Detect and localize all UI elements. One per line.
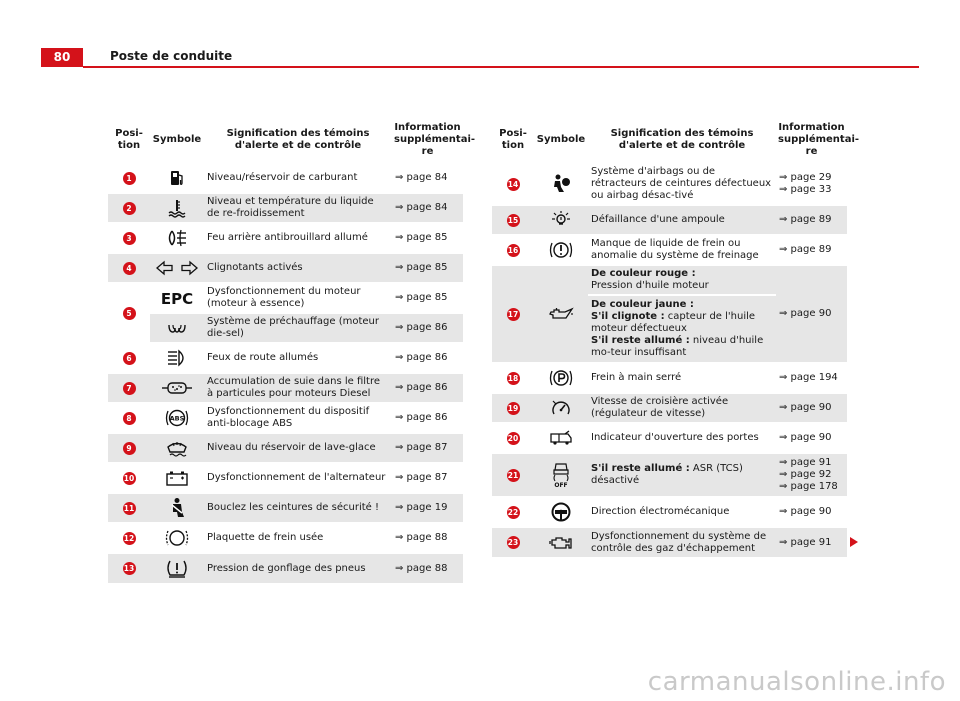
row-meaning: Niveau/réservoir de carburant — [204, 163, 392, 193]
row-meaning: Dysfonctionnement du moteur (moteur à essence) — [204, 283, 392, 313]
row-page-ref[interactable]: ⇒ page 29 — [779, 172, 832, 183]
position-badge: 7 — [123, 382, 136, 395]
red-label: De couleur rouge : — [591, 268, 696, 279]
steady-label: S'il reste allumé : — [591, 335, 690, 346]
col-header-info: Information supplémentai-re — [776, 117, 847, 163]
col-header-symbol: Symbole — [150, 117, 204, 163]
row-meaning: Plaquette de frein usée — [204, 523, 392, 553]
asr-off-icon — [549, 462, 573, 488]
table-row — [492, 235, 847, 265]
position-badge: 10 — [123, 473, 135, 483]
col-header-meaning: Signification des témoins d'alerte et de contrôle — [588, 117, 776, 163]
row-page-ref[interactable]: ⇒ page 88 — [392, 523, 463, 553]
page-title: Poste de conduite — [110, 49, 233, 63]
blink-label: S'il clignote : — [591, 311, 665, 322]
position-badge: 1 — [123, 172, 136, 185]
continued-arrow-icon — [850, 537, 858, 547]
fuel-pump-icon — [167, 168, 187, 188]
position-badge: 9 — [123, 442, 136, 455]
warning-lights-table-left — [108, 117, 476, 583]
row-page-ref[interactable]: ⇒ page 88 — [392, 553, 463, 583]
row-meaning: Feu arrière antibrouillard allumé — [204, 223, 392, 253]
coolant-temperature-icon — [166, 198, 188, 218]
row-page-ref[interactable]: ⇒ page 87 — [392, 433, 463, 463]
row-meaning: Dysfonctionnement de l'alternateur — [204, 463, 392, 493]
engine-emission-icon — [548, 534, 574, 552]
row-page-ref[interactable]: ⇒ page 86 — [392, 373, 463, 403]
position-badge: 16 — [507, 245, 519, 255]
position-badge: 3 — [123, 232, 136, 245]
row-page-ref[interactable]: ⇒ page 89 — [779, 244, 832, 255]
position-badge: 8 — [123, 412, 136, 425]
position-badge: 5 — [123, 307, 136, 320]
table-row — [492, 363, 847, 393]
col-header-position: Posi-tion — [492, 117, 534, 163]
row-meaning: Dysfonctionnement du dispositif anti-blocage ABS — [204, 403, 392, 433]
position-badge: 18 — [507, 373, 519, 383]
row-meaning: Vitesse de croisière activée (régulateur de vitesse) — [588, 393, 776, 423]
table-row — [108, 313, 463, 343]
table-row — [108, 163, 463, 193]
table-row — [108, 523, 463, 553]
svg-text:ABS: ABS — [169, 414, 185, 423]
table-row — [108, 463, 463, 493]
col-header-position: Posi-tion — [108, 117, 150, 163]
position-badge: 22 — [507, 507, 519, 517]
row-meaning: Pression d'huile moteur — [591, 280, 709, 291]
col-header-symbol: Symbole — [534, 117, 588, 163]
row-page-ref[interactable]: ⇒ page 90 — [779, 308, 832, 319]
table-row — [108, 493, 463, 523]
row-page-ref[interactable]: ⇒ page 85 — [392, 253, 463, 283]
table-row — [108, 433, 463, 463]
position-badge: 20 — [507, 433, 519, 443]
position-badge: 4 — [123, 262, 136, 275]
oil-can-icon — [547, 306, 575, 322]
position-badge: 13 — [123, 564, 135, 573]
row-meaning: Accumulation de suie dans le filtre à particules pour moteurs Diesel — [204, 373, 392, 403]
position-badge: 15 — [507, 215, 519, 225]
row-page-ref[interactable]: ⇒ page 86 — [392, 343, 463, 373]
row-page-ref[interactable]: ⇒ page 19 — [392, 493, 463, 523]
row-meaning: Direction électromécanique — [588, 497, 776, 527]
position-badge: 11 — [123, 503, 135, 513]
row-meaning: Système de préchauffage (moteur die-sel) — [204, 313, 392, 343]
bulb-failure-icon — [549, 210, 573, 230]
table-row — [492, 527, 847, 557]
position-badge: 14 — [507, 179, 519, 189]
page-header — [0, 0, 960, 70]
yellow-label: De couleur jaune : — [591, 299, 694, 310]
row-meaning: Niveau et température du liquide de re-froidissement — [204, 193, 392, 223]
row-meaning: Niveau du réservoir de lave-glace — [204, 433, 392, 463]
row-meaning: Système d'airbags ou de rétracteurs de ceintures défectueux ou airbag désac-tivé — [588, 163, 776, 205]
table-row — [492, 163, 847, 205]
row-meaning: Pression de gonflage des pneus — [204, 553, 392, 583]
page-number: 80 — [41, 48, 83, 67]
battery-icon — [165, 469, 189, 487]
table-row — [492, 265, 847, 295]
glow-plug-icon — [166, 320, 188, 336]
row-page-ref[interactable]: ⇒ page 90 — [779, 402, 832, 413]
position-badge: 17 — [507, 309, 519, 319]
parking-brake-icon — [549, 367, 573, 389]
position-badge: 6 — [123, 352, 136, 365]
row-page-ref[interactable]: ⇒ page 90 — [779, 432, 832, 443]
table-row — [108, 283, 463, 313]
row-page-ref[interactable]: ⇒ page 84 — [392, 163, 463, 193]
table-row — [492, 423, 847, 453]
row-page-ref[interactable]: ⇒ page 84 — [392, 193, 463, 223]
diesel-particulate-filter-icon — [160, 380, 194, 396]
row-page-ref[interactable]: ⇒ page 87 — [392, 463, 463, 493]
svg-text:EPC: EPC — [161, 290, 193, 308]
table-row — [108, 553, 463, 583]
col-header-info: Information supplémentai-re — [392, 117, 463, 163]
rear-fog-light-icon — [166, 228, 188, 248]
table-row — [492, 497, 847, 527]
turn-signals-icon — [155, 260, 199, 276]
table-row — [108, 403, 463, 433]
table-row — [492, 393, 847, 423]
svg-text:OFF: OFF — [554, 482, 568, 488]
airbag-icon — [549, 173, 573, 195]
row-page-ref[interactable]: ⇒ page 91 — [779, 457, 832, 468]
washer-fluid-icon — [165, 438, 189, 458]
row-meaning: Défaillance d'une ampoule — [588, 205, 776, 235]
seatbelt-icon — [167, 497, 187, 519]
table-row — [108, 193, 463, 223]
row-meaning: Indicateur d'ouverture des portes — [588, 423, 776, 453]
header-rule — [83, 66, 919, 68]
row-page-ref[interactable]: ⇒ page 85 — [392, 223, 463, 253]
row-meaning: Frein à main serré — [588, 363, 776, 393]
table-row — [108, 253, 463, 283]
position-badge: 21 — [507, 470, 519, 480]
steady-label: S'il reste allumé : — [591, 463, 690, 474]
row-page-ref[interactable]: ⇒ page 91 — [779, 536, 832, 548]
tire-pressure-icon — [165, 558, 189, 580]
row-meaning: Manque de liquide de frein ou anomalie du système de freinage — [588, 235, 776, 265]
row-meaning: capteur de l'huile moteur défectueux — [591, 311, 756, 334]
warning-lights-table-right — [492, 117, 860, 557]
col-header-meaning: Signification des témoins d'alerte et de contrôle — [204, 117, 392, 163]
row-page-ref[interactable]: ⇒ page 90 — [779, 506, 832, 517]
brake-fluid-icon — [549, 239, 573, 261]
cruise-control-icon — [549, 397, 573, 419]
row-page-ref[interactable]: ⇒ page 194 — [779, 372, 838, 383]
position-badge: 2 — [123, 202, 136, 215]
high-beam-icon — [165, 349, 189, 367]
row-meaning: Dysfonctionnement du système de contrôle des gaz d'échappement — [588, 527, 776, 557]
row-page-ref[interactable]: ⇒ page 33 — [779, 184, 832, 195]
row-meaning: Clignotants activés — [204, 253, 392, 283]
row-page-ref[interactable]: ⇒ page 86 — [392, 313, 463, 343]
row-page-ref[interactable]: ⇒ page 86 — [392, 403, 463, 433]
row-page-ref[interactable]: ⇒ page 178 — [779, 481, 838, 492]
watermark: carmanualsonline.info — [647, 667, 946, 697]
row-page-ref[interactable]: ⇒ page 92 — [779, 469, 832, 480]
position-badge: 12 — [123, 533, 135, 543]
position-badge: 23 — [507, 538, 519, 547]
epc-icon — [161, 288, 193, 308]
table-row — [108, 223, 463, 253]
table-row — [108, 343, 463, 373]
row-meaning: ASR (TCS) désactivé — [591, 463, 743, 486]
table-row — [492, 205, 847, 235]
row-meaning: Feux de route allumés — [204, 343, 392, 373]
table-row — [492, 453, 847, 497]
door-open-icon — [548, 430, 574, 446]
row-meaning: Bouclez les ceintures de sécurité ! — [204, 493, 392, 523]
row-meaning: niveau d'huile mo-teur insuffisant — [591, 335, 764, 358]
row-page-ref[interactable]: ⇒ page 89 — [779, 214, 832, 225]
row-page-ref[interactable]: ⇒ page 85 — [392, 283, 463, 313]
abs-icon — [165, 407, 189, 429]
steering-icon — [549, 501, 573, 523]
table-row — [108, 373, 463, 403]
brake-pad-icon — [165, 527, 189, 549]
position-badge: 19 — [507, 403, 519, 413]
